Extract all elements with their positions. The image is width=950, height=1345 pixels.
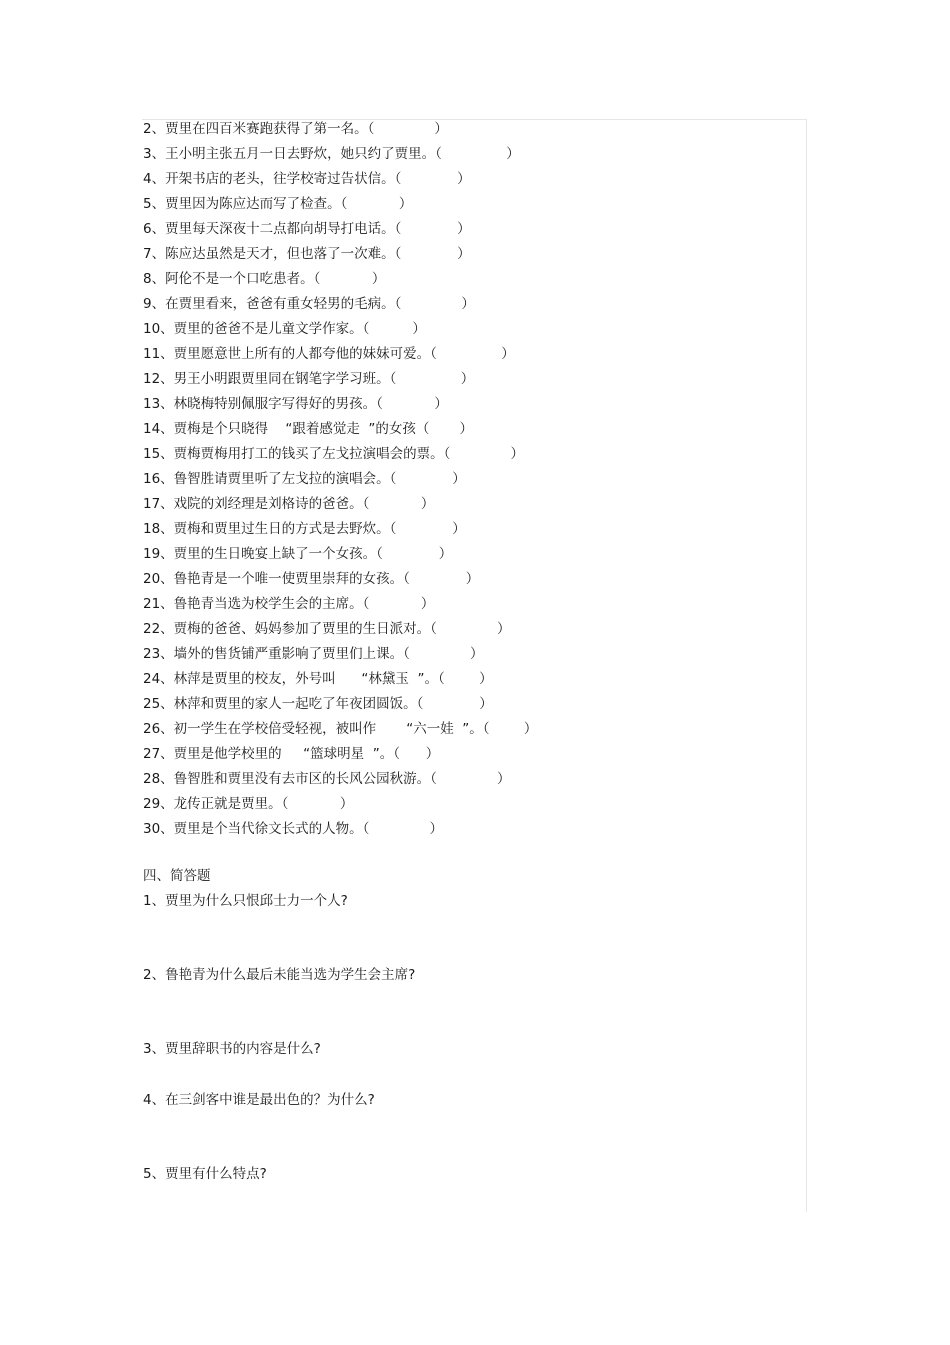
- true-false-list: [143, 117, 803, 842]
- short-answer-question: 2、鲁艳青为什么最后未能当选为学生会主席?: [143, 967, 416, 983]
- short-answer-question: 3、贾里辞职书的内容是什么?: [143, 1041, 321, 1057]
- tf-item: 17、戏院的刘经理是刘格诗的爸爸。（ ）: [143, 496, 435, 512]
- tf-item: 6、贾里每天深夜十二点都向胡导打电话。（ ）: [143, 221, 471, 237]
- answer-space: [143, 1062, 803, 1088]
- short-answer-question: 4、在三剑客中谁是最出色的？为什么?: [143, 1092, 375, 1108]
- tf-item: 22、贾梅的爸爸、妈妈参加了贾里的生日派对。（ ）: [143, 621, 511, 637]
- tf-item: 4、开架书店的老头，往学校寄过告状信。（ ）: [143, 171, 471, 187]
- document-body: [143, 117, 803, 1187]
- answer-space: [143, 1113, 803, 1162]
- answer-space: [143, 914, 803, 963]
- tf-item: 5、贾里因为陈应达而写了检查。（ ）: [143, 196, 413, 212]
- tf-item: 27、贾里是他学校里的 “篮球明星 ”。（ ）: [143, 746, 440, 762]
- tf-item: 24、林萍是贾里的校友，外号叫 “林黛玉 ”。（ ）: [143, 671, 493, 687]
- section-title: 四、简答题: [143, 868, 211, 884]
- answer-space: [143, 988, 803, 1037]
- short-answer-question: 1、贾里为什么只恨邱士力一个人?: [143, 893, 348, 909]
- tf-item: 29、龙传正就是贾里。（ ）: [143, 796, 354, 812]
- tf-item: 25、林萍和贾里的家人一起吃了年夜团圆饭。（ ）: [143, 696, 493, 712]
- tf-item: 16、鲁智胜请贾里听了左戈拉的演唱会。（ ）: [143, 471, 466, 487]
- tf-item: 15、贾梅贾梅用打工的钱买了左戈拉演唱会的票。（ ）: [143, 446, 525, 462]
- tf-item: 2、贾里在四百米赛跑获得了第一名。（ ）: [143, 121, 448, 137]
- tf-item: 9、在贾里看来，爸爸有重女轻男的毛病。（ ）: [143, 296, 475, 312]
- tf-item: 3、王小明主张五月一日去野炊，她只约了贾里。（ ）: [143, 146, 520, 162]
- tf-item: 7、陈应达虽然是天才，但也落了一次难。（ ）: [143, 246, 471, 262]
- tf-item: 19、贾里的生日晚宴上缺了一个女孩。（ ）: [143, 546, 453, 562]
- tf-item: 30、贾里是个当代徐文长式的人物。（ ）: [143, 821, 444, 837]
- tf-item: 21、鲁艳青当选为校学生会的主席。（ ）: [143, 596, 435, 612]
- tf-item: 28、鲁智胜和贾里没有去市区的长风公园秋游。（ ）: [143, 771, 511, 787]
- tf-item: 10、贾里的爸爸不是儿童文学作家。（ ）: [143, 321, 426, 337]
- tf-item: 23、墙外的售货铺严重影响了贾里们上课。（ ）: [143, 646, 484, 662]
- short-answer-question: 5、贾里有什么特点?: [143, 1166, 267, 1182]
- tf-item: 13、林晓梅特别佩服字写得好的男孩。（ ）: [143, 396, 448, 412]
- tf-item: 14、贾梅是个只晓得 “跟着感觉走 ”的女孩（ ）: [143, 421, 473, 437]
- tf-item: 12、男王小明跟贾里同在钢笔字学习班。（ ）: [143, 371, 475, 387]
- tf-item: 20、鲁艳青是一个唯一使贾里崇拜的女孩。（ ）: [143, 571, 480, 587]
- tf-item: 26、初一学生在学校倍受轻视，被叫作 “六一娃 ”。（ ）: [143, 721, 538, 737]
- tf-item: 11、贾里愿意世上所有的人都夸他的妹妹可爱。（ ）: [143, 346, 515, 362]
- tf-item: 18、贾梅和贾里过生日的方式是去野炊。（ ）: [143, 521, 466, 537]
- tf-item: 8、阿伦不是一个口吃患者。（ ）: [143, 271, 386, 287]
